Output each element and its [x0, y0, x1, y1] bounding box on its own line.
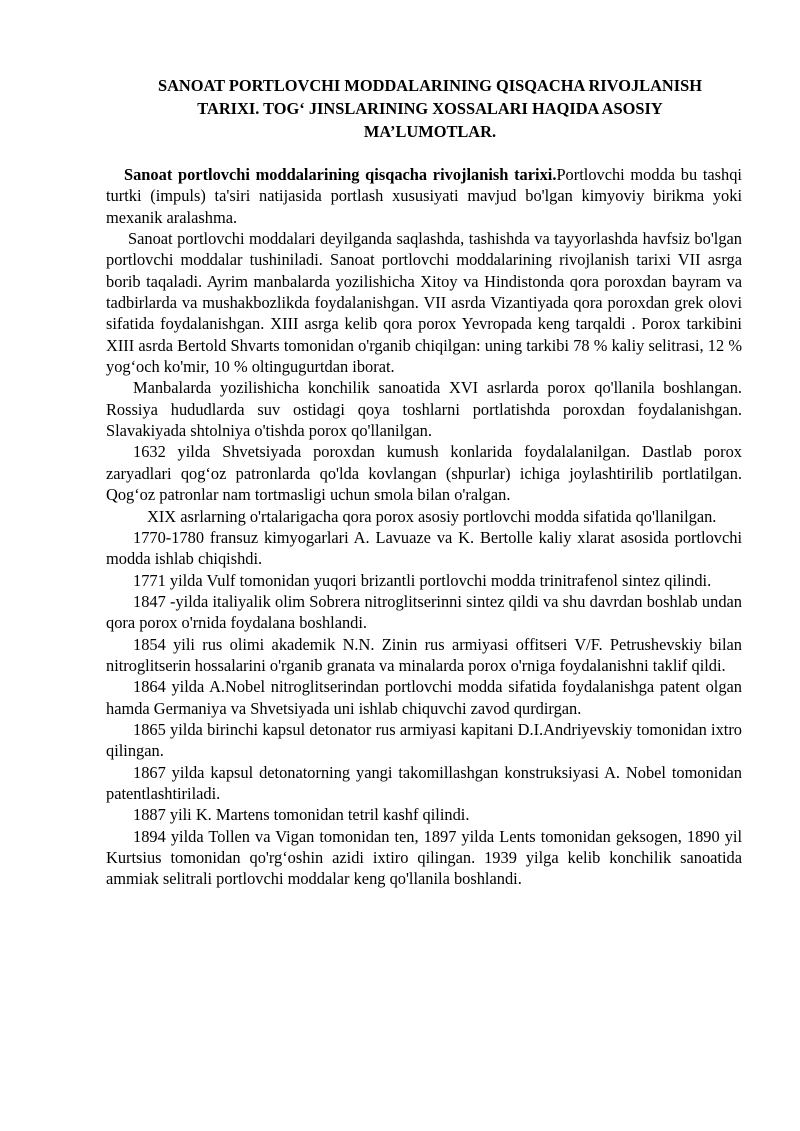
paragraph-5: 1770-1780 fransuz kimyogarlari A. Lavuaze va K. Bertolle kaliy xlarat asosida portlovchi modda ishlab chiqishdi.	[106, 527, 742, 569]
paragraph-3: 1632 yilda Shvetsiyada poroxdan kumush konlarida foydalalanilgan. Dastlab porox zaryadlari qog‘oz patronlarda qo'lda kovlangan (shpurlar) ichiga joylashtirilib portlatilgan. Qog‘oz patronlar nam tortmasligi uchun smola bilan o'ralgan.	[106, 442, 742, 505]
paragraph-1: Sanoat portlovchi moddalari deyilganda saqlashda, tashishda va tayyorlashda havfsiz bo'lgan portlovchi moddalar tushiniladi. Sanoat portlovchi moddalarining rivojlanish tarixi VII asrga borib taqaladi. Ayrim manbalarda yozilishicha Xitoy va Hindistonda qora poroxdan bayram va tadbirlarda va mushakbozlikda foydalanishgan. VII asrda Vizantiyada qora poroxdan grek olovi sifatida foydalanishgan. XIII asrga kelib qora porox Yevropada keng tarqaldi . Porox tarkibini XIII asrda Bertold Shvarts tomonidan o'rganib chiqilgan: uning tarkibi 78 % kaliy selitrasi, 12 % yog‘och ko'mir, 10 % oltingugurtdan iborat.	[106, 229, 742, 377]
intro-text: Portlovchi modda bu tashqi turtki (impuls) ta'siri natijasida portlash xususiyati mavjud bo'lgan kimyoviy birikma yoki mexanik aralashma.	[106, 165, 742, 227]
intro-paragraph	[106, 164, 742, 228]
title-line-2: TARIXI. TOG‘ JINSLARINING XOSSALARI HAQIDA ASOSIY	[197, 99, 663, 118]
paragraph-8: 1854 yili rus olimi akademik N.N. Zinin rus armiyasi offitseri V/F. Petrushevskiy bilan nitroglitserin hossalarini o'rganib granata va minalarda porox o'rniga foydalanishni taklif qildi.	[106, 634, 742, 675]
paragraph-7: 1847 -yilda italiyalik olim Sobrera nitroglitserinni sintez qildi va shu davrdan boshlab undan qora porox o'rnida foydalana boshlandi.	[106, 591, 742, 633]
paragraph-10: 1865 yilda birinchi kapsul detonator rus armiyasi kapitani D.I.Andriyevskiy tomonidan ixtro qilingan.	[106, 719, 742, 761]
intro-lead: Sanoat portlovchi moddalarining qisqacha rivojlanish tarixi.	[124, 165, 557, 184]
document-title	[106, 74, 742, 143]
paragraph-11: 1867 yilda kapsul detonatorning yangi takomillashgan konstruksiyasi A. Nobel tomonidan patentlashtiriladi.	[106, 762, 742, 803]
paragraph-4: XIX asrlarning o'rtalarigacha qora porox asosiy portlovchi modda sifatida qo'llanilgan.	[147, 506, 717, 526]
paragraph-13: 1894 yilda Tollen va Vigan tomonidan ten, 1897 yilda Lents tomonidan geksogen, 1890 yil Kurtsius tomonidan qo'rg‘oshin azidi ixtiro qilingan. 1939 yilga kelib konchilik sanoatida ammiak selitrali portlovchi moddalar keng qo'llanila boshlandi.	[106, 826, 742, 889]
paragraph-6: 1771 yilda Vulf tomonidan yuqori brizantli portlovchi modda trinitrafenol sintez qilindi.	[133, 570, 712, 590]
title-line-3: MA’LUMOTLAR.	[363, 122, 497, 141]
paragraph-2: Manbalarda yozilishicha konchilik sanoatida XVI asrlarda porox qo'llanila boshlangan. Rossiya hududlarda suv ostidagi qoya toshlarni portlatishda poroxdan foydalanishgan. Slavakiyada shtolniya o'tishda porox qo'llanilgan.	[106, 378, 742, 441]
title-line-1: SANOAT PORTLOVCHI MODDALARINING QISQACHA RIVOJLANISH	[157, 76, 702, 95]
document-page	[106, 74, 742, 890]
paragraph-9: 1864 yilda A.Nobel nitroglitserindan portlovchi modda sifatida foydalanishga patent olgan hamda Germaniya va Shvetsiyada uni ishlab chiquvchi zavod qurdirgan.	[106, 677, 742, 718]
paragraph-12: 1887 yili K. Martens tomonidan tetril kashf qilindi.	[133, 805, 470, 825]
